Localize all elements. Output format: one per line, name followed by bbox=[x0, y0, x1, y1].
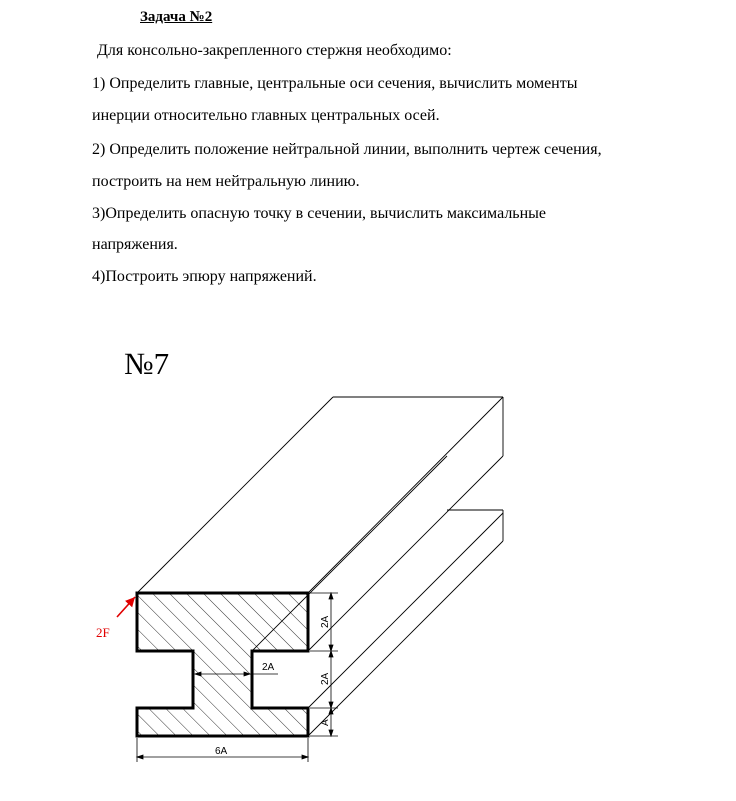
dim-web-width-label: 2A bbox=[262, 662, 275, 673]
task-line-4: построить на нем нейтральную линию. bbox=[92, 173, 360, 190]
task-title: Задача №2 bbox=[140, 9, 213, 25]
dim-vertical bbox=[310, 593, 338, 736]
cross-section bbox=[137, 593, 308, 736]
task-line-3: 2) Определить положение нейтральной линии, выполнить чертеж сечения, bbox=[92, 141, 602, 158]
dim-bottom-height-label: A bbox=[320, 719, 331, 726]
load-arrow bbox=[117, 597, 135, 617]
dim-web-height-label: 2A bbox=[320, 672, 331, 685]
task-intro: Для консольно-закрепленного стержня необходимо: bbox=[97, 42, 452, 59]
task-line-6: напряжения. bbox=[92, 236, 178, 253]
task-line-5: 3)Определить опасную точку в сечении, вычислить максимальные bbox=[92, 205, 547, 222]
dim-top-height-label: 2A bbox=[320, 615, 331, 628]
task-line-2: инерции относительно главных центральных осей. bbox=[92, 107, 440, 124]
variant-number: №7 bbox=[124, 346, 170, 381]
task-line-1: 1) Определить главные, центральные оси сечения, вычислить моменты bbox=[92, 75, 578, 92]
task-line-7: 4)Построить эпюру напряжений. bbox=[92, 268, 317, 285]
load-label: 2F bbox=[96, 625, 110, 640]
dim-total-width-label: 6A bbox=[215, 746, 228, 757]
